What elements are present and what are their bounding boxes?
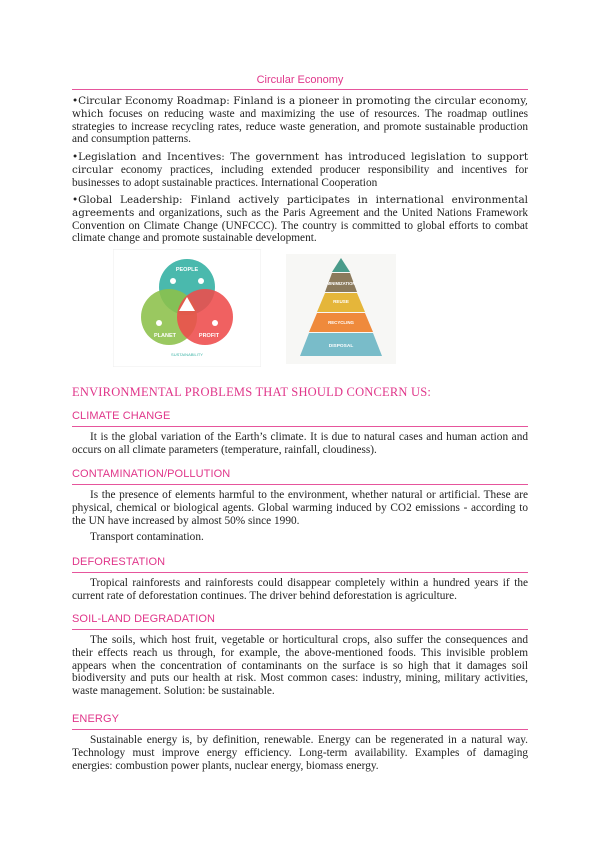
bullet-text: and organizations, such as the Paris Agreement and the United Nations Framework Convention on Climate Change (UNFCCC). The country is committed to global efforts to combat climate change and promote sustainable development. xyxy=(72,206,529,245)
section-title-deforestation: DEFORESTATION xyxy=(72,556,166,568)
planet-label: PLANET xyxy=(154,333,176,339)
section-title-energy: ENERGY xyxy=(72,713,120,725)
main-heading: ENVIRONMENTAL PROBLEMS THAT SHOULD CONCERN US: xyxy=(72,385,432,399)
section-rule xyxy=(72,572,528,573)
venn-diagram xyxy=(113,249,261,367)
section-title-climate-change: CLIMATE CHANGE xyxy=(72,410,171,422)
waste-pyramid-figure xyxy=(286,254,396,364)
section-rule xyxy=(72,729,528,730)
transport-contamination-text: Transport contamination. xyxy=(90,531,204,543)
sustainability-venn-figure xyxy=(113,249,261,367)
waste-pyramid xyxy=(286,254,396,364)
contamination-text: Is the presence of elements harmful to the environment, whether natural or artificial. These are physical, chemical or biological agents. Global warming induced by CO2 emissions - according to the UN have increased by almost 50% since 1990. xyxy=(72,489,528,527)
bullet-circular-roadmap xyxy=(72,95,528,146)
profit-label: PROFIT xyxy=(198,333,220,339)
people-label: PEOPLE xyxy=(175,267,199,273)
bullet-lead: •Global Leadership: Finland actively participates in international environmental agreements xyxy=(72,194,528,219)
section-rule xyxy=(72,629,528,630)
people-icon xyxy=(198,278,204,284)
soil-degradation-text: The soils, which host fruit, vegetable or horticultural crops, also suffer the consequences and their effects reach us through, for example, the above-mentioned foods. This invisible problem appears when the concentration of contaminants on the surface is so high that it damages soil biodiversity and puts our health at risk. Most common cases: industry, mining, military activities, waste management. Solution: be sustainable. xyxy=(72,634,528,698)
page-header: Circular Economy xyxy=(256,74,344,86)
climate-change-text: It is the global variation of the Earth’s climate. It is due to natural cases and human action and occurs on all climate parameters (temperature, rainfall, cloudiness). xyxy=(72,431,528,456)
bullet-legislation xyxy=(72,151,528,189)
tree-icon xyxy=(156,320,162,326)
section-title-contamination: CONTAMINATION/POLLUTION xyxy=(72,468,231,480)
section-rule xyxy=(72,426,528,427)
people-icon xyxy=(170,278,176,284)
header-rule xyxy=(72,89,528,90)
pyramid-label-disposal: DISPOSAL xyxy=(328,344,354,349)
deforestation-text: Tropical rainforests and rainforests could disappear completely within a hundred years if the current rate of deforestation continues. The driver behind deforestation is agriculture. xyxy=(72,577,528,602)
section-rule xyxy=(72,484,528,485)
pyramid-label-reuse: REUSE xyxy=(333,299,349,304)
venn-caption: SUSTAINABILITY xyxy=(171,352,203,357)
bullet-lead: •Legislation and Incentives: The government has introduced legislation to support circular xyxy=(72,151,528,176)
bullet-global-leadership xyxy=(72,194,528,245)
bullet-text: focuses on reducing waste and maximizing the use of resources. The roadmap outlines strategies to increase recycling rates, reduce waste generation, and promote sustainable production and consumption patterns. xyxy=(72,107,528,146)
energy-text: Sustainable energy is, by definition, renewable. Energy can be regenerated in a natural way. Technology must improve energy efficiency. Long-term availability. Examples of damaging energies: combustion power plants, nuclear energy, biomass energy. xyxy=(72,734,528,772)
pyramid-label-recycling: RECYCLING xyxy=(328,320,354,325)
coin-icon xyxy=(212,320,218,326)
pyramid-label-minimization: MINIMIZATION xyxy=(326,281,356,286)
bullet-lead: •Circular Economy Roadmap: Finland is a pioneer in promoting the circular economy, which xyxy=(72,95,528,120)
bullet-text: economy practices, including extended producer responsibility and incentives for businesses to adopt sustainable practices. International Cooperation xyxy=(72,163,528,189)
section-title-soil-degradation: SOIL-LAND DEGRADATION xyxy=(72,613,216,625)
